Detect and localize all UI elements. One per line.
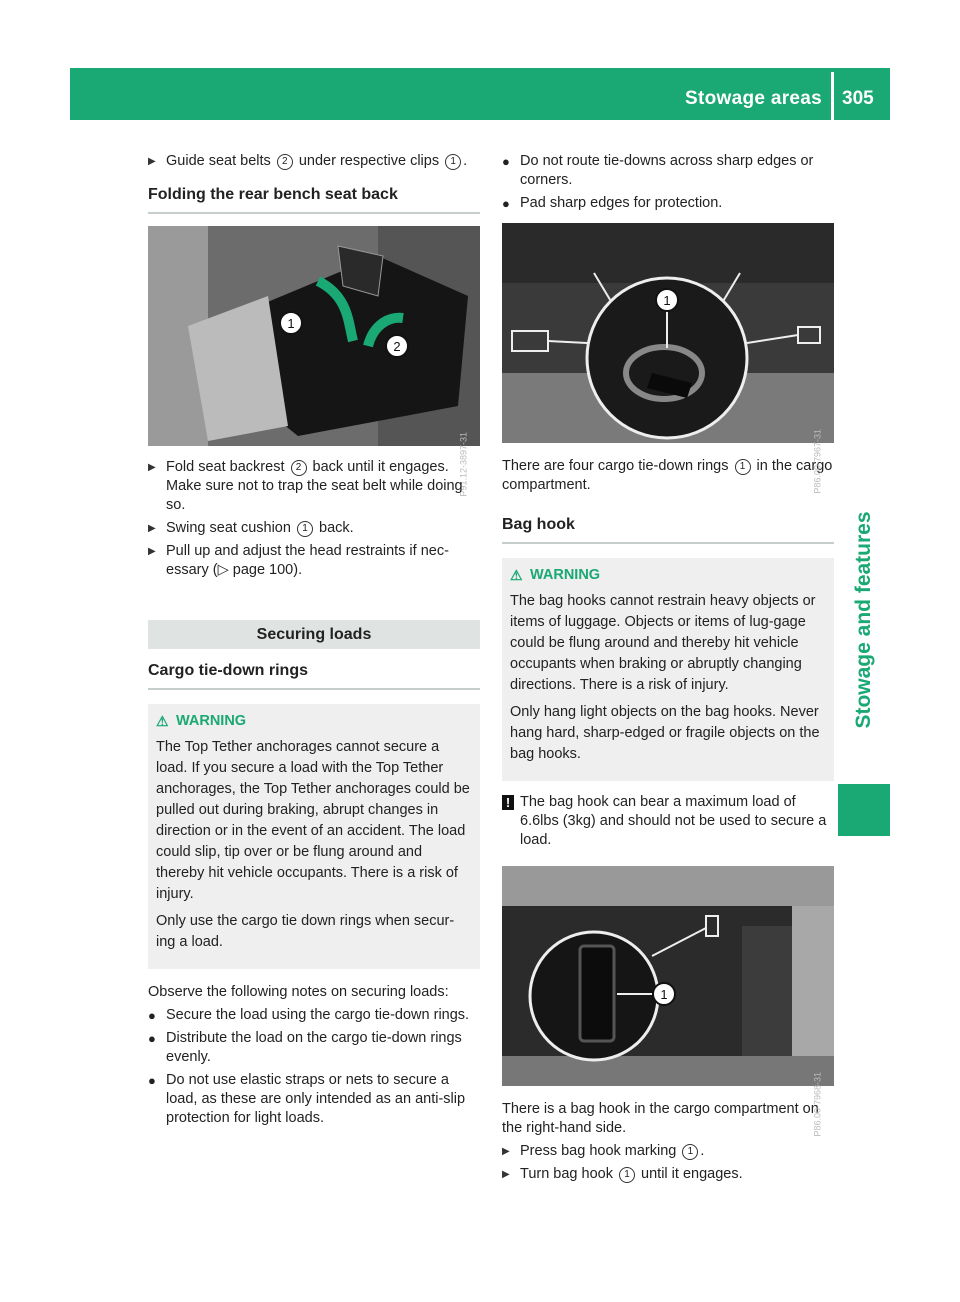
instruction-step: ▶ Guide seat belts 2 under respective clips 1 .: [148, 152, 480, 171]
bullet-item: ● Do not use elastic straps or nets to secure a load, as these are only intended as an anti-slip protection for light loads.: [148, 1072, 466, 1126]
page-ref-arrow-icon: ▷: [217, 562, 229, 578]
header-divider: [831, 72, 834, 120]
heading-bag-hook: Bag hook: [502, 515, 834, 544]
callout-number: 1: [445, 154, 461, 170]
instruction-step: ▶ Swing seat cushion 1 back.: [148, 519, 480, 538]
svg-text:1: 1: [660, 987, 668, 1002]
warning-text: Only hang light objects on the bag hooks. Never hang hard, sharp-edged or fragile objects on the bag hooks.: [510, 704, 820, 762]
chapter-title: Stowage areas: [685, 88, 822, 109]
warning-title: ⚠ WARNING: [156, 712, 472, 731]
paragraph: Observe the following notes on securing loads:: [148, 984, 449, 1000]
bullet-item: ● Pad sharp edges for protection.: [502, 195, 723, 211]
page-number: 305: [842, 88, 874, 109]
callout-number: 1: [619, 1167, 635, 1183]
callout-number: 2: [291, 460, 307, 476]
bag-hook-illustration: [502, 866, 834, 1086]
instruction-step: ▶ Pull up and adjust the head restraints if nec-essary (▷ page 100).: [148, 542, 480, 580]
rear-bench-illustration: [148, 226, 480, 446]
paragraph: There are four cargo tie-down rings 1 in the cargo compartment.: [502, 458, 833, 493]
svg-text:2: 2: [393, 339, 401, 354]
warning-box: [502, 558, 834, 781]
caution-icon: !: [502, 795, 514, 810]
bullet-item: ● Do not route tie-downs across sharp edges or corners.: [502, 153, 814, 188]
left-column: [148, 152, 480, 1128]
note: ! The bag hook can bear a maximum load of 6.6lbs (3kg) and should not be used to secure a load.: [502, 793, 834, 850]
svg-text:1: 1: [287, 316, 295, 331]
sidebar-tab-block: [838, 784, 890, 836]
instruction-step: ▶ Press bag hook marking 1 .: [502, 1142, 834, 1161]
svg-text:1: 1: [663, 293, 671, 308]
warning-text: Only use the cargo tie down rings when secur-ing a load.: [156, 913, 455, 950]
instruction-step: ▶ Turn bag hook 1 until it engages.: [502, 1165, 834, 1184]
bullet-item: ● Distribute the load on the cargo tie-down rings evenly.: [148, 1030, 462, 1065]
page-reference-link[interactable]: page 100).: [232, 562, 303, 578]
warning-text: The bag hooks cannot restrain heavy objects or items of luggage. Objects or items of lug-gage could be flung around and thereby hit vehicle occupants when braking or abruptly changing directions. There is a risk of injury.: [510, 593, 816, 693]
callout-number: 1: [735, 459, 751, 475]
warning-box: [148, 704, 480, 969]
tie-down-ring-illustration: [502, 223, 834, 443]
sidebar-tab-label: Stowage and features: [852, 511, 875, 729]
section-heading-securing-loads: Securing loads: [148, 620, 480, 649]
callout-number: 1: [297, 521, 313, 537]
heading-cargo-tie-down-rings: Cargo tie-down rings: [148, 661, 480, 690]
callout-number: 2: [277, 154, 293, 170]
image-code: P91.12-3897-31: [459, 432, 469, 497]
warning-title: ⚠ WARNING: [510, 566, 826, 585]
heading-folding-rear-bench: Folding the rear bench seat back: [148, 185, 480, 214]
callout-number: 1: [682, 1144, 698, 1160]
image-code: P86.00-7968-31: [813, 1072, 823, 1137]
warning-text: The Top Tether anchorages cannot secure a load. If you secure a load with the Top Tether anchorages, the Top Tether anchorages could be pulled out during braking, abrupt changes in direction or in the event of an accident. The load could slip, tip over or be flung around and thereby hit vehicle occupants. There is a risk of injury.: [156, 739, 470, 902]
instruction-step: ▶ Fold seat backrest 2 back until it engages. Make sure not to trap the seat belt while doing so.: [148, 458, 480, 515]
bullet-item: ● Secure the load using the cargo tie-down rings.: [148, 1007, 470, 1023]
image-code: P86.00-7967-31: [813, 429, 823, 494]
paragraph: There is a bag hook in the cargo compartment on the right-hand side.: [502, 1101, 819, 1136]
right-column: [502, 152, 834, 1184]
